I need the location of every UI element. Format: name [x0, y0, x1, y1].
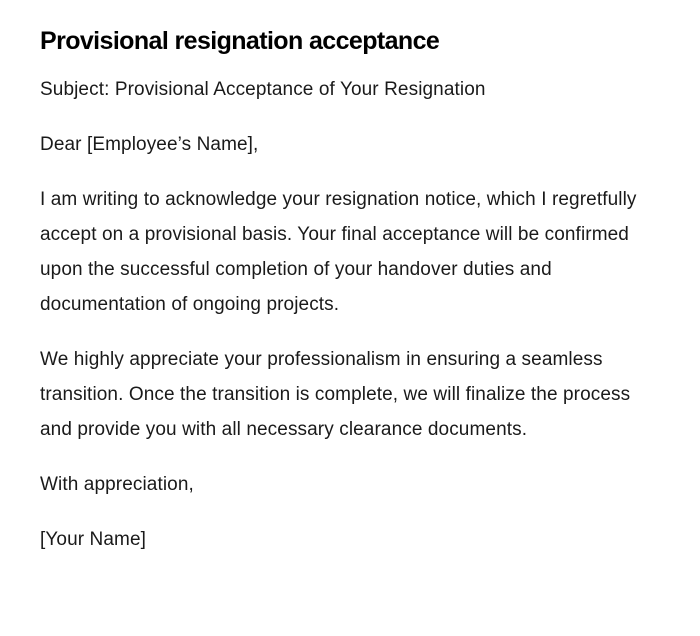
closing: With appreciation, [40, 474, 194, 495]
letter-document [40, 24, 650, 577]
signature-placeholder: [Your Name] [40, 529, 147, 550]
document-title: Provisional resignation acceptance [40, 27, 440, 55]
body-paragraph-1: I am writing to acknowledge your resignation notice, which I regretfully accept on a provisional basis. Your final acceptance will be confirmed upon the successful completion of your handover duties and documentation of ongoing projects. [40, 189, 637, 315]
salutation: Dear [Employee’s Name], [40, 134, 259, 155]
body-paragraph-2: We highly appreciate your professionalism in ensuring a seamless transition. Once the transition is complete, we will finalize the process and provide you with all necessary clearance documents. [40, 349, 631, 440]
subject-line: Subject: Provisional Acceptance of Your Resignation [40, 79, 486, 100]
